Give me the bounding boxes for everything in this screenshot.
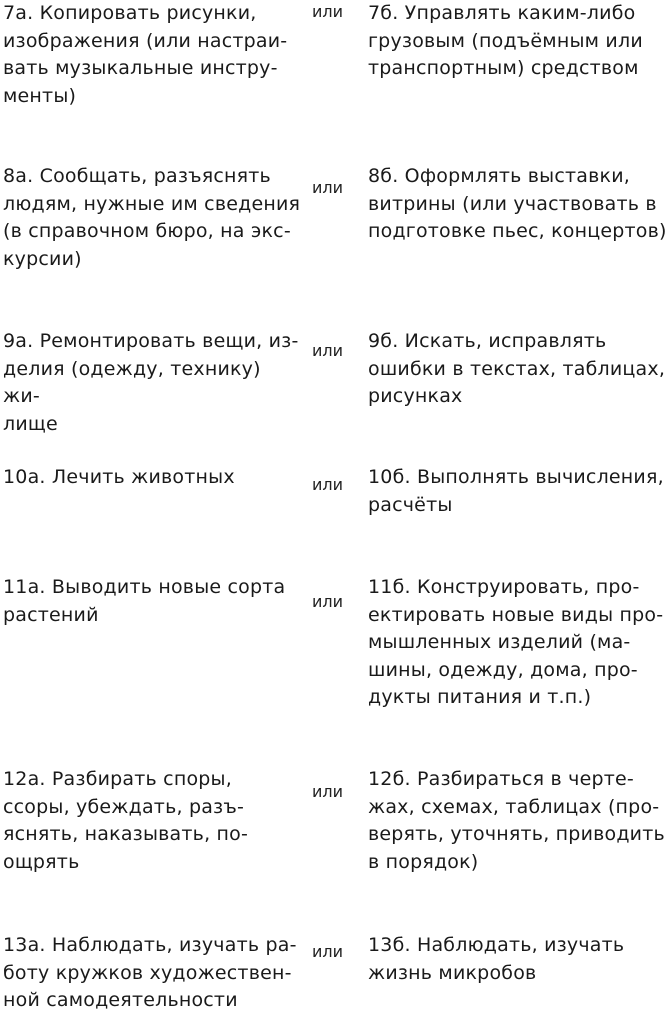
option-11b[interactable]: 11б. Конструировать, про- ектировать новые виды про- мышленных изделий (ма- шины, одежду, дома, про- дукты питания и т.п.) (368, 576, 664, 708)
option-10a[interactable]: 10а. Лечить животных (3, 466, 235, 488)
option-13a[interactable]: 13а. Наблюдать, изучать ра- боту кружков художествен- ной самодеятельности (3, 934, 297, 1011)
option-7b[interactable]: 7б. Управлять каким-либо грузовым (подъёмным или транспортным) средством (368, 2, 643, 79)
option-10b[interactable]: 10б. Выполнять вычисления, расчёты (368, 466, 664, 516)
or-separator: или (312, 782, 344, 801)
or-separator: или (312, 341, 344, 360)
option-13b[interactable]: 13б. Наблюдать, изучать жизнь микробов (368, 934, 625, 984)
or-separator: или (312, 2, 344, 21)
option-12b[interactable]: 12б. Разбираться в черте- жах, схемах, таблицах (про- верять, уточнять, приводить в порядок) (368, 768, 665, 873)
or-separator: или (312, 178, 344, 197)
or-separator: или (312, 592, 344, 611)
option-9b[interactable]: 9б. Искать, исправлять ошибки в текстах, таблицах, рисунках (368, 330, 666, 407)
option-8a[interactable]: 8а. Сообщать, разъяснять людям, нужные им сведения (в справочном бюро, на экс- курсии) (3, 165, 301, 270)
or-separator: или (312, 942, 344, 961)
option-8b[interactable]: 8б. Оформлять выставки, витрины (или участвовать в подготовке пьес, концертов) (368, 165, 667, 242)
option-9a[interactable]: 9а. Ремонтировать вещи, из- делия (одежду, технику) жи- лище (3, 330, 299, 435)
option-12a[interactable]: 12а. Разбирать споры, ссоры, убеждать, разъ- яснять, наказывать, по- ощрять (3, 768, 249, 873)
or-separator: или (312, 475, 344, 494)
option-11a[interactable]: 11а. Выводить новые сорта растений (3, 576, 286, 626)
option-7a[interactable]: 7а. Копировать рисунки, изображения (или настраи- вать музыкальные инстру- менты) (3, 2, 288, 107)
